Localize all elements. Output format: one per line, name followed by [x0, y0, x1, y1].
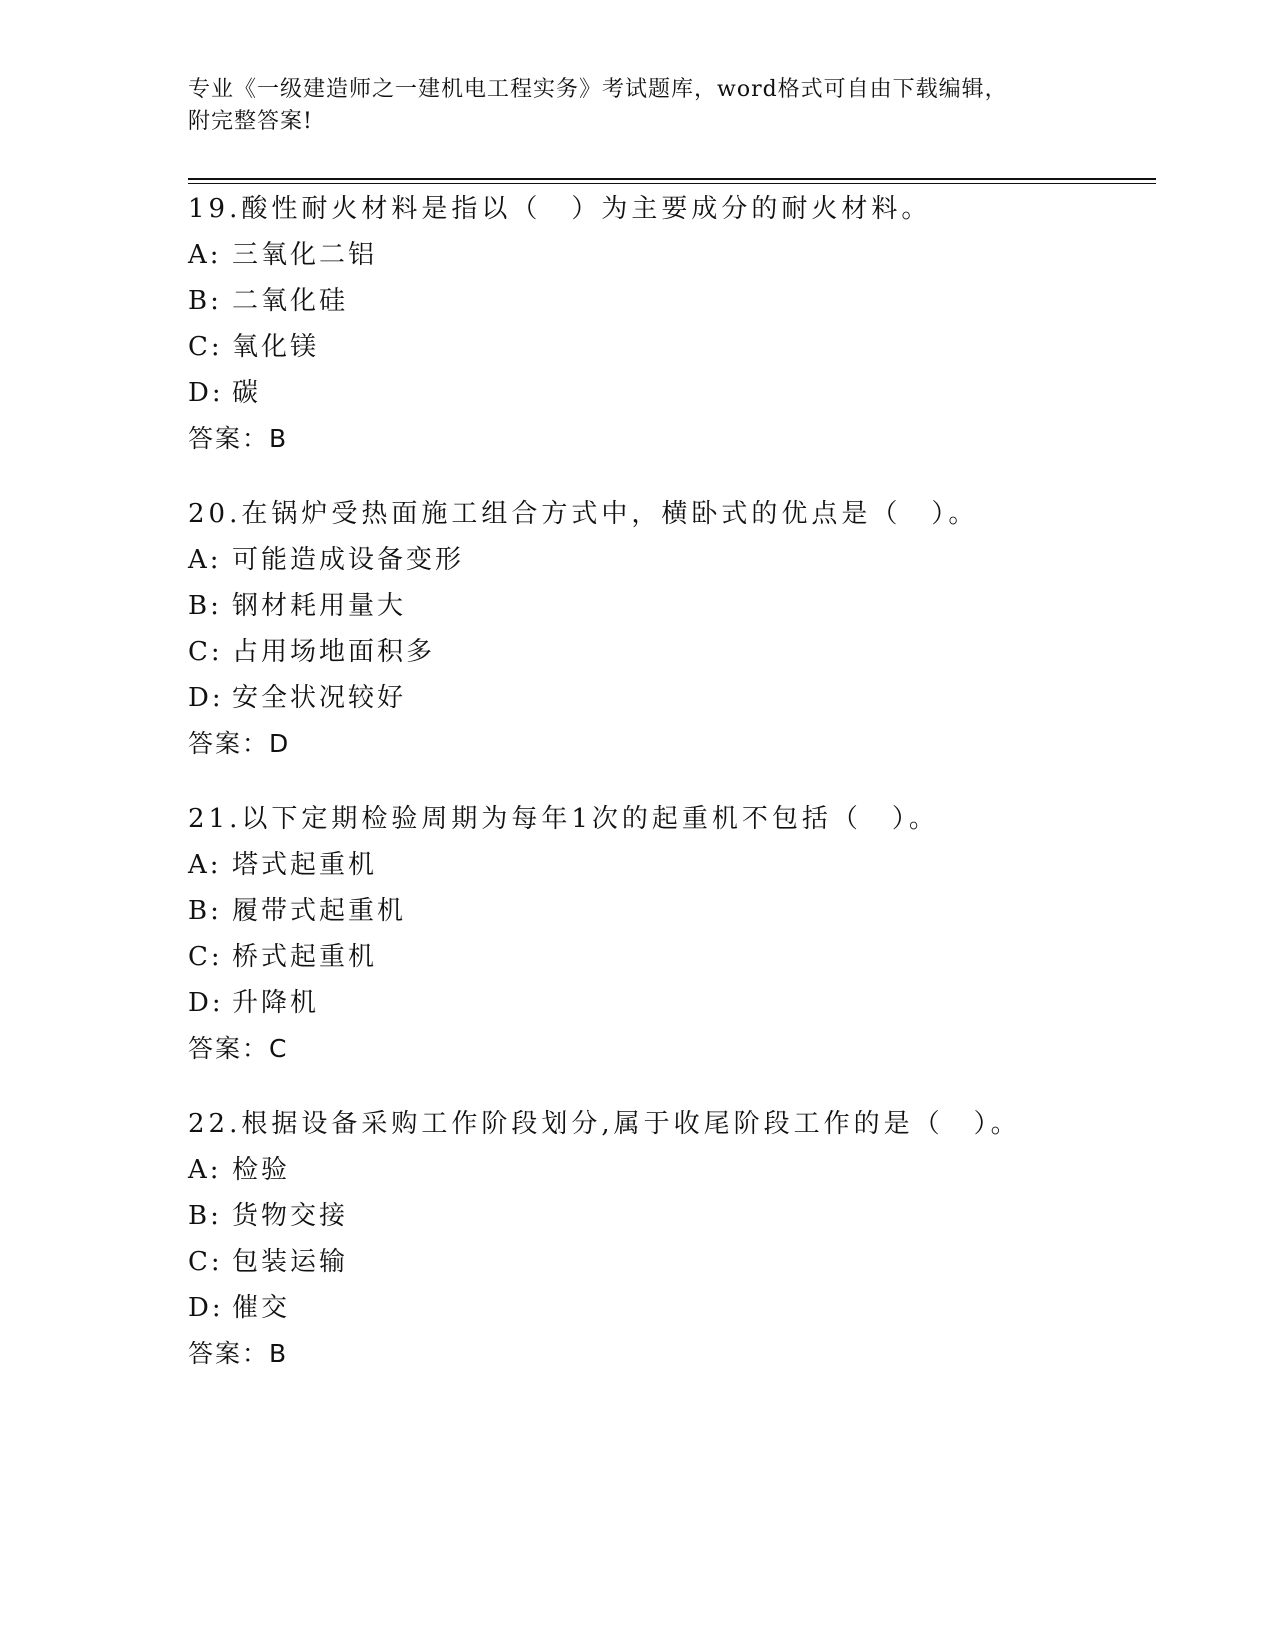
option-label: D: — [188, 988, 224, 1018]
option-label: D: — [188, 1293, 224, 1323]
option-text: 可能造成设备变形 — [232, 545, 465, 575]
question-20 — [188, 491, 1168, 767]
answer-line: 答案：D — [188, 729, 291, 758]
option-label: B: — [188, 286, 222, 316]
option-b — [188, 888, 1168, 934]
question-21 — [188, 796, 1168, 1072]
option-c — [188, 324, 1168, 370]
option-text: 升降机 — [232, 988, 320, 1018]
question-22 — [188, 1101, 1168, 1377]
header-line-1: 专业《一级建造师之一建机电工程实务》考试题库，word格式可自由下载编辑， — [188, 77, 1008, 102]
option-c — [188, 1239, 1168, 1285]
option-text: 货物交接 — [232, 1201, 349, 1231]
option-text: 桥式起重机 — [232, 942, 378, 972]
option-text: 检验 — [232, 1155, 291, 1185]
question-stem: 21.以下定期检验周期为每年1次的起重机不包括（ ）。 — [188, 804, 939, 834]
document-header — [188, 74, 1088, 138]
option-text: 催交 — [232, 1293, 291, 1323]
option-label: C: — [188, 1247, 223, 1277]
header-divider-thick — [188, 178, 1156, 180]
option-a — [188, 232, 1168, 278]
option-label: C: — [188, 332, 223, 362]
option-label: B: — [188, 591, 222, 621]
option-d — [188, 370, 1168, 416]
answer-line: 答案：C — [188, 1034, 289, 1063]
option-text: 安全状况较好 — [232, 683, 407, 713]
option-d — [188, 980, 1168, 1026]
option-label: A: — [188, 545, 222, 575]
question-stem: 19.酸性耐火材料是指以（ ）为主要成分的耐火材料。 — [188, 194, 932, 224]
option-text: 氧化镁 — [232, 332, 320, 362]
option-a — [188, 842, 1168, 888]
option-d — [188, 675, 1168, 721]
option-text: 碳 — [232, 378, 262, 408]
option-label: A: — [188, 1155, 222, 1185]
option-label: A: — [188, 240, 222, 270]
option-label: D: — [188, 378, 224, 408]
option-text: 二氧化硅 — [232, 286, 349, 316]
option-b — [188, 1193, 1168, 1239]
question-19 — [188, 186, 1168, 462]
header-divider-thin — [188, 183, 1156, 184]
option-label: D: — [188, 683, 224, 713]
option-text: 三氧化二铝 — [232, 240, 378, 270]
option-text: 履带式起重机 — [232, 896, 407, 926]
header-line-2: 附完整答案! — [188, 109, 313, 134]
option-label: B: — [188, 896, 222, 926]
answer-line: 答案：B — [188, 424, 289, 453]
option-label: B: — [188, 1201, 222, 1231]
option-c — [188, 629, 1168, 675]
question-stem: 22.根据设备采购工作阶段划分,属于收尾阶段工作的是（ ）。 — [188, 1109, 1021, 1139]
option-b — [188, 583, 1168, 629]
option-b — [188, 278, 1168, 324]
option-d — [188, 1285, 1168, 1331]
option-label: A: — [188, 850, 222, 880]
answer-line: 答案：B — [188, 1339, 289, 1368]
option-label: C: — [188, 637, 223, 667]
option-text: 包装运输 — [232, 1247, 349, 1277]
option-text: 钢材耗用量大 — [232, 591, 407, 621]
option-label: C: — [188, 942, 223, 972]
option-text: 塔式起重机 — [232, 850, 378, 880]
option-a — [188, 537, 1168, 583]
option-c — [188, 934, 1168, 980]
option-text: 占用场地面积多 — [232, 637, 436, 667]
option-a — [188, 1147, 1168, 1193]
question-stem: 20.在锅炉受热面施工组合方式中，横卧式的优点是（ ）。 — [188, 499, 979, 529]
